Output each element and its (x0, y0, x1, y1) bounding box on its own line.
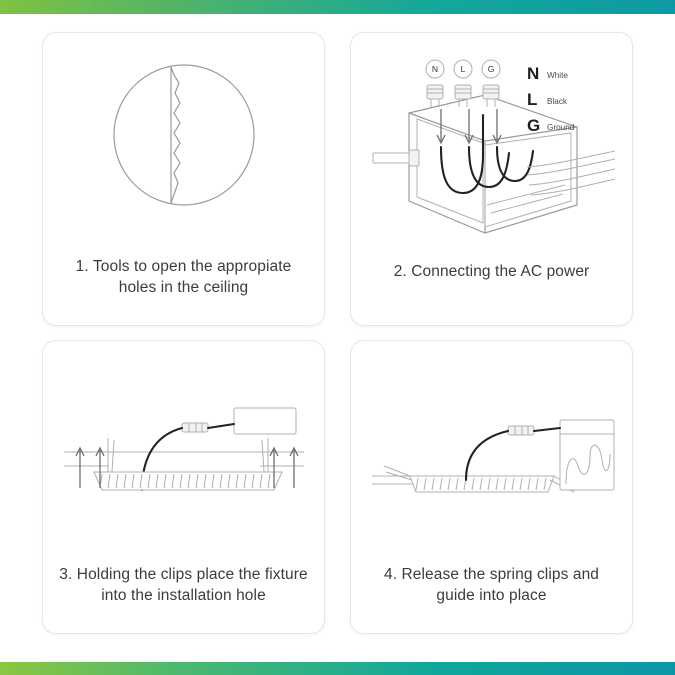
wire-connector (182, 423, 208, 432)
fixture-insertion-diagram (43, 341, 324, 565)
driver-cable (534, 428, 560, 431)
fixture-body (410, 476, 554, 492)
step-card-1 (42, 32, 325, 326)
step2-illustration (367, 55, 617, 245)
step-card-2 (350, 32, 633, 326)
terminal-label-white: White (546, 70, 568, 80)
step-caption-2: 2. Connecting the AC power (393, 263, 590, 281)
steps-grid (42, 32, 633, 632)
step4-illustration (364, 380, 620, 530)
led-driver-box (560, 420, 614, 490)
step3-illustration (56, 380, 312, 530)
terminal-code-g: G (526, 115, 540, 135)
ceiling-circle (114, 65, 254, 205)
junction-box-wiring-diagram (351, 33, 632, 262)
step-card-4 (350, 340, 633, 634)
spring-clip-release-diagram (351, 341, 632, 565)
led-driver-box (234, 408, 296, 434)
wire-connector (508, 426, 534, 435)
step-card-3 (42, 340, 325, 634)
wire-cap-n (426, 60, 444, 107)
insert-arrows (437, 109, 501, 143)
left-conduit (373, 150, 419, 166)
step1-illustration (74, 57, 294, 237)
cut-wedge (171, 67, 180, 203)
bottom-accent-bar (0, 662, 675, 675)
cap-label-l: L (460, 63, 465, 74)
step-caption-3: 3. Holding the clips place the fixture into the installation hole (59, 566, 308, 605)
ceiling-hole-cut-diagram (43, 33, 324, 257)
terminal-code-n: N (526, 63, 539, 83)
spring-clips (108, 438, 268, 472)
terminal-label-black: Black (546, 96, 567, 106)
fixture-wires (441, 115, 533, 193)
terminal-code-l: L (526, 89, 537, 109)
terminal-legend (527, 64, 575, 135)
driver-cable (208, 424, 234, 428)
wire-cap-g (482, 60, 500, 107)
cap-label-n: N (431, 63, 438, 74)
cap-label-g: G (487, 63, 494, 74)
fixture-body (94, 472, 282, 490)
step-caption-1: 1. Tools to open the appropiate holes in the ceiling (75, 258, 292, 297)
step-caption-4: 4. Release the spring clips and guide into place (383, 566, 600, 605)
terminal-label-ground: Ground (546, 122, 574, 132)
fixture-cable (466, 431, 508, 480)
top-accent-bar (0, 0, 675, 14)
